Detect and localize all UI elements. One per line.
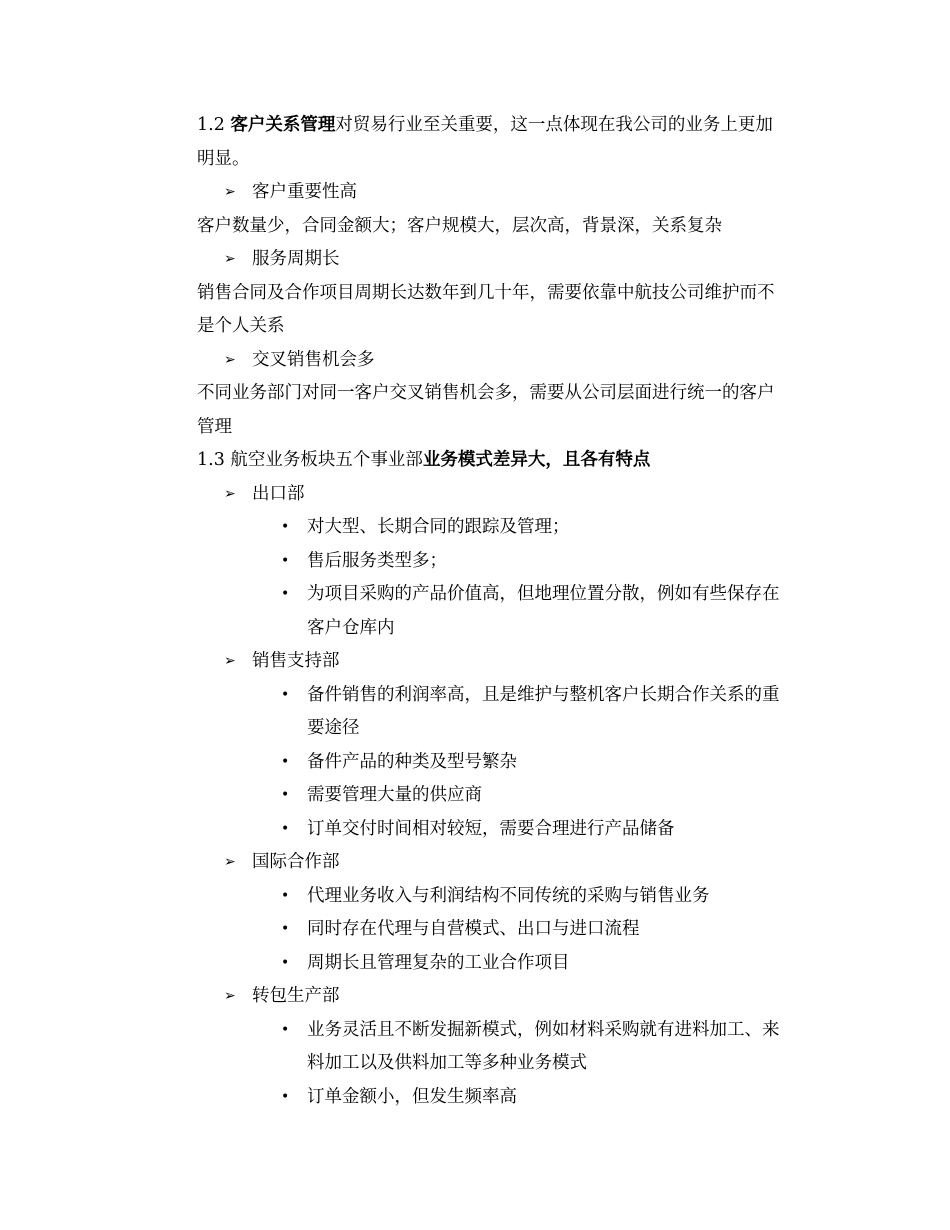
list-item: • 代理业务收入与利润结构不同传统的采购与销售业务 [197, 880, 817, 914]
arrow-bullet-icon: ➢ [224, 184, 236, 200]
bullet-icon: • [281, 552, 290, 569]
list-item: • 周期长且管理复杂的工业合作项目 [197, 947, 817, 981]
bullet-icon: • [281, 586, 290, 602]
department-heading: ➢ 出口部 [197, 478, 817, 512]
point-body: 是个人关系 [197, 316, 285, 336]
list-item: • 业务灵活且不断发掘新模式，例如材料采购就有进料加工、来 料加工以及供料加工等多种业务模式 [197, 1014, 817, 1081]
point-heading: ➢ 服务周期长 [197, 243, 817, 277]
bullet-icon: • [281, 921, 290, 937]
list-item: • 需要管理大量的供应商 [197, 779, 817, 813]
point-body: 管理 [197, 416, 232, 437]
department-heading: ➢ 国际合作部 [197, 846, 817, 880]
bullet-icon: • [281, 1021, 290, 1038]
list-item: • 为项目采购的产品价值高，但地理位置分散，例如有些保存在 客户仓库内 [197, 578, 817, 645]
list-item: • 备件销售的利润率高，且是维护与整机客户长期合作关系的重 要途径 [197, 679, 817, 746]
bullet-icon: • [281, 1088, 290, 1105]
section-1-3-heading: 1.3 航空业务板块五个事业部业务模式差异大，且各有特点 [197, 450, 651, 470]
point-heading: ➢ 交叉销售机会多 [197, 344, 817, 378]
list-item: • 备件产品的种类及型号繁杂 [197, 746, 817, 780]
point-heading: ➢ 客户重要性高 [197, 176, 817, 210]
arrow-bullet-icon: ➢ [224, 485, 236, 502]
list-item: • 订单金额小，但发生频率高 [197, 1081, 817, 1115]
arrow-bullet-icon: ➢ [224, 854, 236, 870]
list-item: • 同时存在代理与自营模式、出口与进口流程 [197, 913, 817, 947]
arrow-bullet-icon: ➢ [224, 988, 236, 1004]
document-page [197, 109, 817, 1114]
arrow-bullet-icon: ➢ [224, 653, 236, 669]
department-heading: ➢ 转包生产部 [197, 980, 817, 1014]
bullet-icon: • [281, 686, 290, 703]
arrow-bullet-icon: ➢ [224, 251, 236, 267]
bullet-icon: • [281, 787, 290, 803]
list-item: • 订单交付时间相对较短，需要合理进行产品储备 [197, 813, 817, 847]
list-item: • 对大型、长期合同的跟踪及管理； [197, 511, 817, 545]
bullet-icon: • [281, 820, 290, 837]
bullet-icon: • [281, 519, 290, 535]
point-body: 销售合同及合作项目周期长达数年到几十年，需要依靠中航技公司维护而不 [197, 282, 775, 303]
department-heading: ➢ 销售支持部 [197, 645, 817, 679]
section-1-2-heading: 1.2 客户关系管理对贸易行业至关重要，这一点体现在我公司的业务上更加 [197, 115, 773, 135]
arrow-bullet-icon: ➢ [224, 351, 236, 368]
bullet-icon: • [281, 753, 290, 770]
point-body: 客户数量少，合同金额大；客户规模大，层次高，背景深，关系复杂 [197, 215, 722, 236]
bullet-icon: • [281, 954, 290, 971]
point-body: 不同业务部门对同一客户交叉销售机会多，需要从公司层面进行统一的客户 [197, 383, 775, 403]
section-1-2-heading-cont: 明显。 [197, 148, 250, 169]
list-item: • 售后服务类型多； [197, 545, 817, 579]
bullet-icon: • [281, 887, 290, 904]
